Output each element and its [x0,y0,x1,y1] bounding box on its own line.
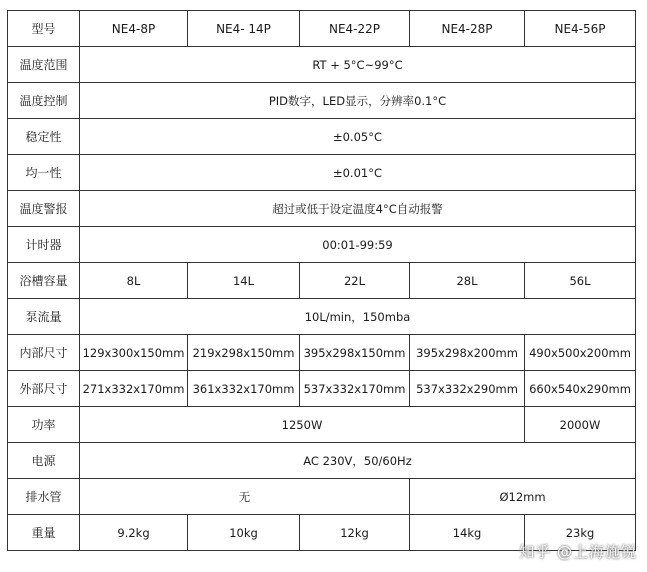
table-row [8,443,636,479]
cell: 537x332x170mm [300,371,410,407]
row-label: 泵流量 [8,299,80,335]
row-label: 重量 [8,515,80,551]
row-value: Ø12mm [410,479,636,515]
header-cell: NE4-8P [80,11,188,47]
table-row [8,227,636,263]
header-cell: NE4-22P [300,11,410,47]
table-row [8,407,636,443]
table-row [8,83,636,119]
row-value: 无 [80,479,410,515]
table-row [8,263,636,299]
spec-table [7,10,636,551]
row-label: 稳定性 [8,119,80,155]
header-cell: NE4- 14P [188,11,300,47]
row-label: 浴槽容量 [8,263,80,299]
row-value: 超过或低于设定温度4°C自动报警 [80,191,636,227]
row-value: AC 230V，50/60Hz [80,443,636,479]
row-value: 00:01-99:59 [80,227,636,263]
row-label: 外部尺寸 [8,371,80,407]
cell: 10kg [188,515,300,551]
table-row [8,479,636,515]
cell: 56L [525,263,636,299]
header-cell: 型号 [8,11,80,47]
row-label: 排水管 [8,479,80,515]
row-value: ±0.05°C [80,119,636,155]
row-label: 温度范围 [8,47,80,83]
header-cell: NE4-28P [410,11,525,47]
cell: 490x500x200mm [525,335,636,371]
header-cell: NE4-56P [525,11,636,47]
cell: 23kg [525,515,636,551]
cell: 28L [410,263,525,299]
header-row [8,11,636,47]
watermark: 知乎 @上海施锐 [519,543,637,561]
cell: 12kg [300,515,410,551]
table-row [8,371,636,407]
cell: 395x298x200mm [410,335,525,371]
cell: 8L [80,263,188,299]
table-row [8,335,636,371]
table-row [8,47,636,83]
row-value: ±0.01°C [80,155,636,191]
cell: 271x332x170mm [80,371,188,407]
cell: 395x298x150mm [300,335,410,371]
row-value: PID数字，LED显示，分辨率0.1°C [80,83,636,119]
cell: 14L [188,263,300,299]
row-label: 均一性 [8,155,80,191]
cell: 537x332x290mm [410,371,525,407]
row-value: 10L/min，150mba [80,299,636,335]
row-label: 电源 [8,443,80,479]
cell: 219x298x150mm [188,335,300,371]
table-row [8,155,636,191]
row-label: 温度警报 [8,191,80,227]
cell: 14kg [410,515,525,551]
row-label: 计时器 [8,227,80,263]
cell: 129x300x150mm [80,335,188,371]
table-row [8,299,636,335]
row-value: 1250W [80,407,525,443]
cell: 22L [300,263,410,299]
row-value: RT + 5°C~99°C [80,47,636,83]
cell: 660x540x290mm [525,371,636,407]
cell: 2000W [525,407,636,443]
row-label: 内部尺寸 [8,335,80,371]
cell: 9.2kg [80,515,188,551]
row-label: 温度控制 [8,83,80,119]
row-label: 功率 [8,407,80,443]
table-row [8,191,636,227]
cell: 361x332x170mm [188,371,300,407]
table-row [8,119,636,155]
